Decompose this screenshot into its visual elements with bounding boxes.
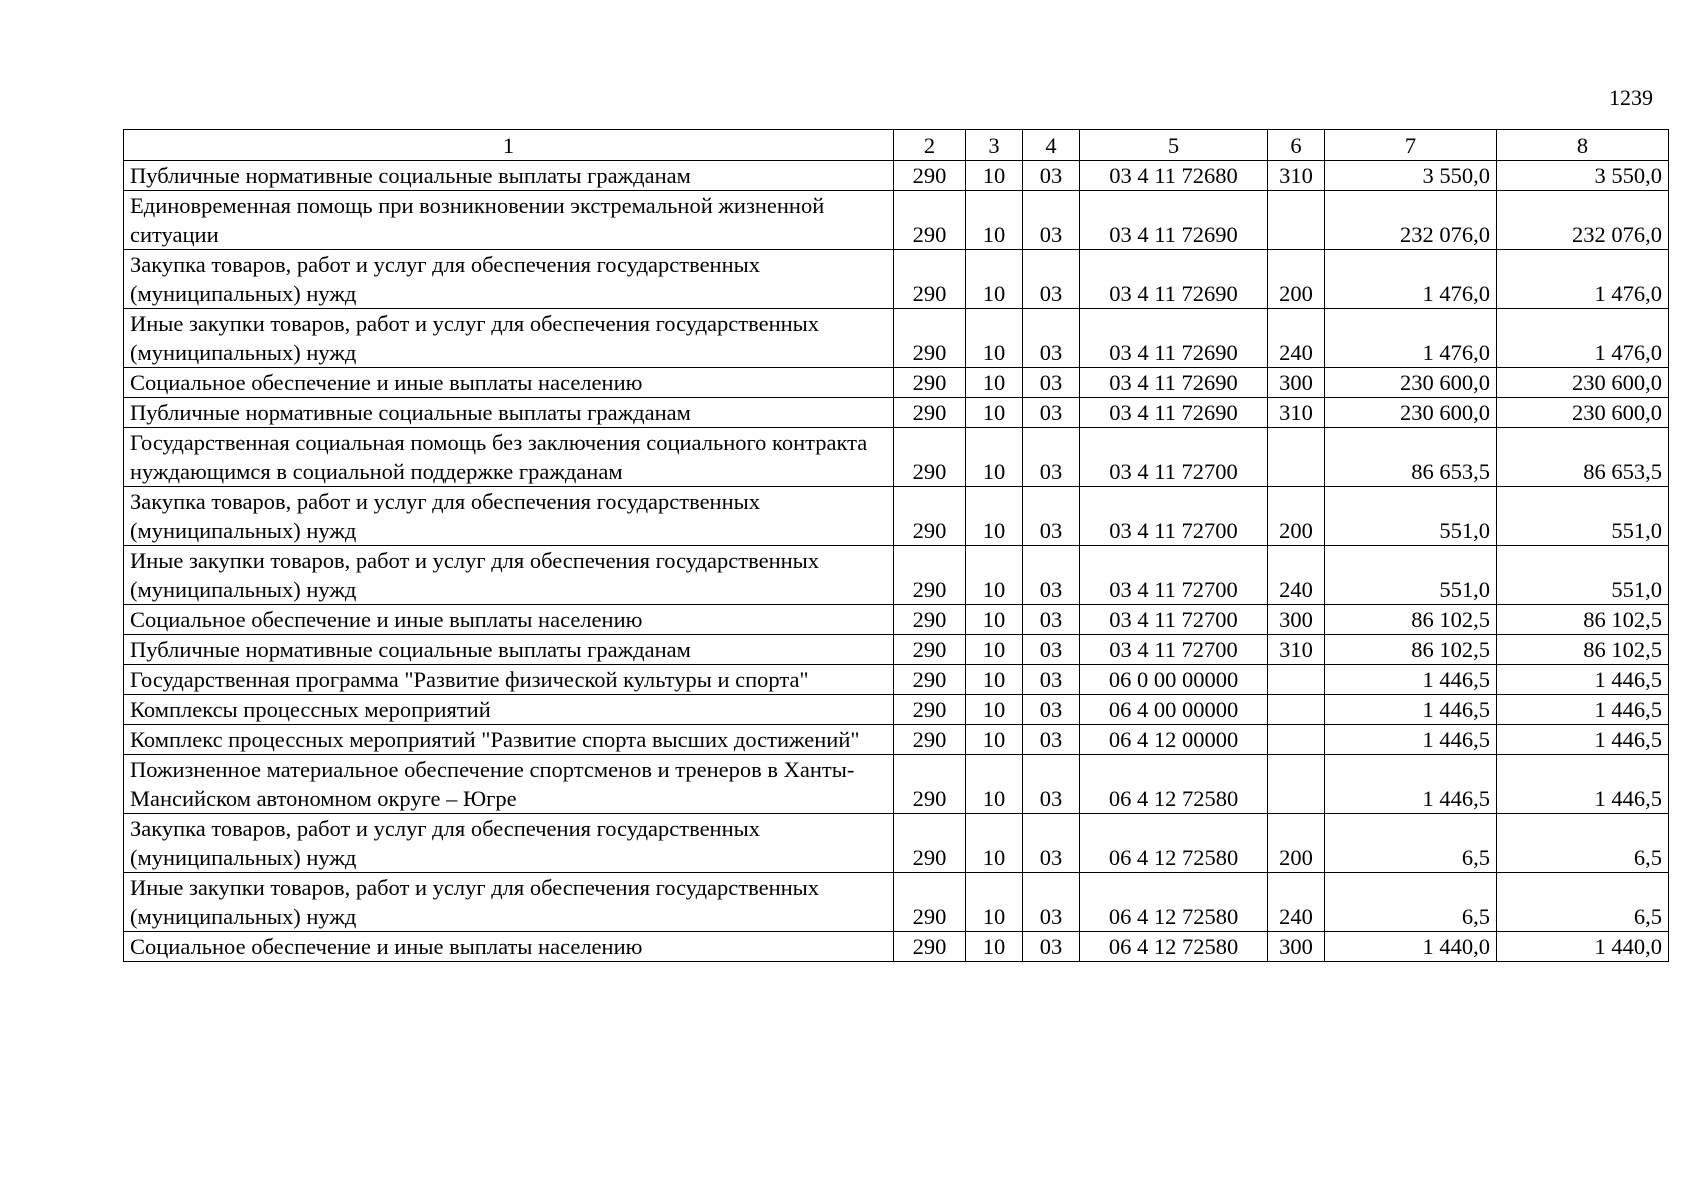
amount-col8: 6,5 [1497, 814, 1669, 873]
amount-col7: 6,5 [1325, 873, 1497, 932]
code-section: 10 [966, 605, 1023, 635]
table-row [124, 487, 1669, 546]
code-expense-type [1268, 695, 1325, 725]
column-header: 4 [1023, 130, 1080, 161]
amount-col8: 551,0 [1497, 546, 1669, 605]
row-name: Публичные нормативные социальные выплаты гражданам [124, 398, 894, 428]
table-body [124, 161, 1669, 962]
amount-col8: 86 102,5 [1497, 635, 1669, 665]
column-header: 6 [1268, 130, 1325, 161]
row-name: Государственная социальная помощь без заключения социального контракта нуждающимся в социальной поддержке гражданам [124, 428, 894, 487]
row-name: Единовременная помощь при возникновении экстремальной жизненной ситуации [124, 191, 894, 250]
code-section: 10 [966, 250, 1023, 309]
amount-col7: 230 600,0 [1325, 398, 1497, 428]
amount-col8: 86 653,5 [1497, 428, 1669, 487]
row-name: Комплексы процессных мероприятий [124, 695, 894, 725]
code-subsection: 03 [1023, 309, 1080, 368]
code-expense-type: 310 [1268, 635, 1325, 665]
table-row [124, 932, 1669, 962]
amount-col8: 230 600,0 [1497, 368, 1669, 398]
column-header: 2 [894, 130, 966, 161]
code-section: 10 [966, 191, 1023, 250]
code-target-article: 03 4 11 72700 [1080, 605, 1268, 635]
code-ministry: 290 [894, 932, 966, 962]
code-ministry: 290 [894, 398, 966, 428]
code-subsection: 03 [1023, 161, 1080, 191]
row-name: Закупка товаров, работ и услуг для обеспечения государственных (муниципальных) нужд [124, 814, 894, 873]
code-expense-type [1268, 755, 1325, 814]
code-ministry: 290 [894, 665, 966, 695]
code-ministry: 290 [894, 368, 966, 398]
code-target-article: 06 0 00 00000 [1080, 665, 1268, 695]
code-expense-type: 300 [1268, 605, 1325, 635]
table-row [124, 814, 1669, 873]
row-name: Иные закупки товаров, работ и услуг для обеспечения государственных (муниципальных) нужд [124, 873, 894, 932]
code-expense-type: 240 [1268, 546, 1325, 605]
code-subsection: 03 [1023, 873, 1080, 932]
code-expense-type: 310 [1268, 398, 1325, 428]
code-section: 10 [966, 695, 1023, 725]
code-target-article: 03 4 11 72680 [1080, 161, 1268, 191]
table-row [124, 161, 1669, 191]
amount-col7: 86 102,5 [1325, 605, 1497, 635]
row-name: Иные закупки товаров, работ и услуг для обеспечения государственных (муниципальных) нужд [124, 309, 894, 368]
amount-col8: 230 600,0 [1497, 398, 1669, 428]
code-target-article: 06 4 00 00000 [1080, 695, 1268, 725]
table-row [124, 695, 1669, 725]
table-row [124, 725, 1669, 755]
column-header: 1 [124, 130, 894, 161]
code-ministry: 290 [894, 814, 966, 873]
code-target-article: 06 4 12 72580 [1080, 873, 1268, 932]
row-name: Пожизненное материальное обеспечение спортсменов и тренеров в Ханты-Мансийском автономном округе – Югре [124, 755, 894, 814]
code-section: 10 [966, 725, 1023, 755]
code-section: 10 [966, 398, 1023, 428]
code-section: 10 [966, 814, 1023, 873]
code-subsection: 03 [1023, 250, 1080, 309]
amount-col7: 1 446,5 [1325, 665, 1497, 695]
code-subsection: 03 [1023, 487, 1080, 546]
amount-col7: 86 102,5 [1325, 635, 1497, 665]
code-section: 10 [966, 873, 1023, 932]
table-row [124, 250, 1669, 309]
amount-col7: 1 476,0 [1325, 250, 1497, 309]
column-header: 5 [1080, 130, 1268, 161]
code-section: 10 [966, 665, 1023, 695]
table-row [124, 428, 1669, 487]
code-target-article: 03 4 11 72690 [1080, 250, 1268, 309]
table-row [124, 368, 1669, 398]
row-name: Иные закупки товаров, работ и услуг для обеспечения государственных (муниципальных) нужд [124, 546, 894, 605]
code-subsection: 03 [1023, 635, 1080, 665]
amount-col7: 1 476,0 [1325, 309, 1497, 368]
amount-col8: 6,5 [1497, 873, 1669, 932]
code-ministry: 290 [894, 487, 966, 546]
code-section: 10 [966, 309, 1023, 368]
table-row [124, 309, 1669, 368]
amount-col8: 232 076,0 [1497, 191, 1669, 250]
code-ministry: 290 [894, 755, 966, 814]
code-ministry: 290 [894, 161, 966, 191]
code-target-article: 03 4 11 72700 [1080, 635, 1268, 665]
amount-col8: 1 446,5 [1497, 695, 1669, 725]
code-subsection: 03 [1023, 368, 1080, 398]
amount-col8: 1 446,5 [1497, 725, 1669, 755]
code-section: 10 [966, 487, 1023, 546]
code-section: 10 [966, 755, 1023, 814]
code-target-article: 03 4 11 72700 [1080, 546, 1268, 605]
amount-col7: 1 446,5 [1325, 695, 1497, 725]
table-row [124, 546, 1669, 605]
row-name: Публичные нормативные социальные выплаты гражданам [124, 161, 894, 191]
page-number: 1239 [1609, 85, 1653, 110]
amount-col7: 1 446,5 [1325, 755, 1497, 814]
amount-col8: 1 476,0 [1497, 309, 1669, 368]
amount-col7: 551,0 [1325, 546, 1497, 605]
header-row [124, 130, 1669, 161]
code-subsection: 03 [1023, 191, 1080, 250]
code-expense-type: 240 [1268, 873, 1325, 932]
code-expense-type: 200 [1268, 250, 1325, 309]
row-name: Государственная программа "Развитие физической культуры и спорта" [124, 665, 894, 695]
row-name: Закупка товаров, работ и услуг для обеспечения государственных (муниципальных) нужд [124, 250, 894, 309]
code-target-article: 06 4 12 72580 [1080, 814, 1268, 873]
code-expense-type [1268, 725, 1325, 755]
code-ministry: 290 [894, 873, 966, 932]
code-target-article: 03 4 11 72690 [1080, 398, 1268, 428]
code-subsection: 03 [1023, 725, 1080, 755]
table-row [124, 605, 1669, 635]
code-subsection: 03 [1023, 695, 1080, 725]
code-target-article: 03 4 11 72690 [1080, 191, 1268, 250]
column-header: 8 [1497, 130, 1669, 161]
code-subsection: 03 [1023, 932, 1080, 962]
code-expense-type [1268, 428, 1325, 487]
amount-col7: 1 440,0 [1325, 932, 1497, 962]
code-section: 10 [966, 368, 1023, 398]
code-subsection: 03 [1023, 605, 1080, 635]
amount-col7: 6,5 [1325, 814, 1497, 873]
code-ministry: 290 [894, 725, 966, 755]
code-expense-type [1268, 665, 1325, 695]
row-name: Социальное обеспечение и иные выплаты населению [124, 368, 894, 398]
code-section: 10 [966, 161, 1023, 191]
code-ministry: 290 [894, 695, 966, 725]
table-row [124, 191, 1669, 250]
amount-col8: 3 550,0 [1497, 161, 1669, 191]
column-header: 3 [966, 130, 1023, 161]
code-expense-type: 240 [1268, 309, 1325, 368]
code-expense-type: 300 [1268, 368, 1325, 398]
code-target-article: 06 4 12 00000 [1080, 725, 1268, 755]
column-header: 7 [1325, 130, 1497, 161]
code-expense-type: 200 [1268, 814, 1325, 873]
amount-col8: 1 446,5 [1497, 755, 1669, 814]
table-row [124, 398, 1669, 428]
table-row [124, 755, 1669, 814]
row-name: Закупка товаров, работ и услуг для обеспечения государственных (муниципальных) нужд [124, 487, 894, 546]
amount-col7: 230 600,0 [1325, 368, 1497, 398]
row-name: Комплекс процессных мероприятий "Развитие спорта высших достижений" [124, 725, 894, 755]
amount-col8: 1 476,0 [1497, 250, 1669, 309]
code-ministry: 290 [894, 250, 966, 309]
code-subsection: 03 [1023, 814, 1080, 873]
row-name: Социальное обеспечение и иные выплаты населению [124, 605, 894, 635]
table-row [124, 873, 1669, 932]
code-ministry: 290 [894, 309, 966, 368]
code-expense-type: 200 [1268, 487, 1325, 546]
code-ministry: 290 [894, 546, 966, 605]
code-subsection: 03 [1023, 665, 1080, 695]
code-ministry: 290 [894, 191, 966, 250]
code-expense-type: 310 [1268, 161, 1325, 191]
code-subsection: 03 [1023, 398, 1080, 428]
row-name: Публичные нормативные социальные выплаты гражданам [124, 635, 894, 665]
code-target-article: 03 4 11 72700 [1080, 428, 1268, 487]
code-subsection: 03 [1023, 428, 1080, 487]
code-target-article: 06 4 12 72580 [1080, 755, 1268, 814]
budget-table [123, 129, 1669, 962]
amount-col8: 1 446,5 [1497, 665, 1669, 695]
code-target-article: 03 4 11 72700 [1080, 487, 1268, 546]
code-expense-type [1268, 191, 1325, 250]
code-ministry: 290 [894, 428, 966, 487]
code-subsection: 03 [1023, 546, 1080, 605]
row-name: Социальное обеспечение и иные выплаты населению [124, 932, 894, 962]
amount-col7: 551,0 [1325, 487, 1497, 546]
code-section: 10 [966, 428, 1023, 487]
code-ministry: 290 [894, 605, 966, 635]
amount-col8: 551,0 [1497, 487, 1669, 546]
amount-col7: 86 653,5 [1325, 428, 1497, 487]
code-target-article: 03 4 11 72690 [1080, 368, 1268, 398]
amount-col7: 1 446,5 [1325, 725, 1497, 755]
code-section: 10 [966, 635, 1023, 665]
table-row [124, 665, 1669, 695]
amount-col8: 1 440,0 [1497, 932, 1669, 962]
code-expense-type: 300 [1268, 932, 1325, 962]
code-target-article: 03 4 11 72690 [1080, 309, 1268, 368]
amount-col7: 232 076,0 [1325, 191, 1497, 250]
table-row [124, 635, 1669, 665]
amount-col8: 86 102,5 [1497, 605, 1669, 635]
code-ministry: 290 [894, 635, 966, 665]
code-section: 10 [966, 932, 1023, 962]
code-subsection: 03 [1023, 755, 1080, 814]
amount-col7: 3 550,0 [1325, 161, 1497, 191]
code-section: 10 [966, 546, 1023, 605]
code-target-article: 06 4 12 72580 [1080, 932, 1268, 962]
